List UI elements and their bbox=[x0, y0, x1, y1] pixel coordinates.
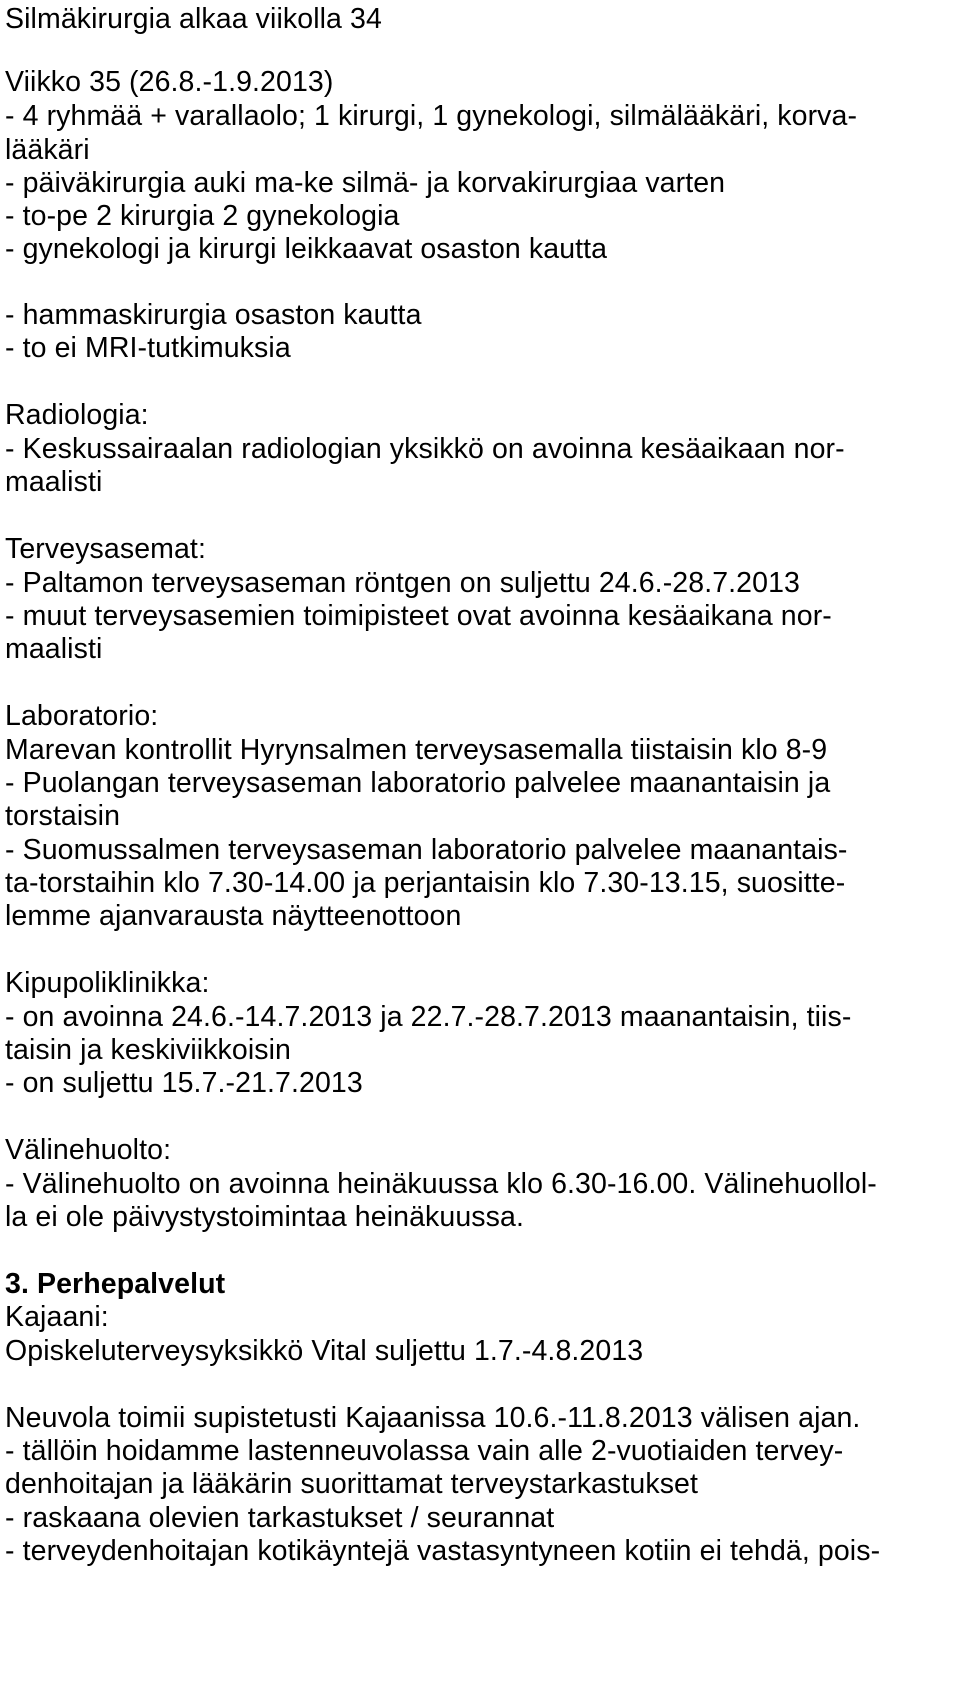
text-line: la ei ole päivystystoimintaa heinäkuussa. bbox=[5, 1201, 524, 1233]
text-line: maalisti bbox=[5, 466, 103, 498]
text-line: Opiskeluterveysyksikkö Vital suljettu 1.7.-4.8.2013 bbox=[5, 1335, 644, 1367]
text-line: lääkäri bbox=[5, 134, 90, 166]
text-line: maalisti bbox=[5, 633, 103, 665]
text-line: Neuvola toimii supistetusti Kajaanissa 10.6.-11.8.2013 välisen ajan. bbox=[5, 1402, 861, 1434]
text-line: - on suljettu 15.7.-21.7.2013 bbox=[5, 1067, 363, 1099]
text-line: - terveydenhoitajan kotikäyntejä vastasyntyneen kotiin ei tehdä, pois- bbox=[5, 1535, 881, 1567]
text-line: Marevan kontrollit Hyrynsalmen terveysasemalla tiistaisin klo 8-9 bbox=[5, 734, 828, 766]
text-line: taisin ja keskiviikkoisin bbox=[5, 1034, 292, 1066]
text-line: - raskaana olevien tarkastukset / seurannat bbox=[5, 1502, 555, 1534]
text-line: - tällöin hoidamme lastenneuvolassa vain alle 2-vuotiaiden tervey- bbox=[5, 1435, 844, 1467]
text-line: - hammaskirurgia osaston kautta bbox=[5, 299, 422, 331]
section-heading: Terveysasemat: bbox=[5, 533, 206, 565]
text-line: - gynekologi ja kirurgi leikkaavat osaston kautta bbox=[5, 233, 608, 265]
text-line: - 4 ryhmää + varallaolo; 1 kirurgi, 1 gynekologi, silmälääkäri, korva- bbox=[5, 100, 858, 132]
text-line: - to ei MRI-tutkimuksia bbox=[5, 332, 291, 364]
text-line: - Puolangan terveysaseman laboratorio palvelee maanantaisin ja bbox=[5, 767, 831, 799]
text-line: - on avoinna 24.6.-14.7.2013 ja 22.7.-28.7.2013 maanantaisin, tiis- bbox=[5, 1001, 852, 1033]
text-line: - Välinehuolto on avoinna heinäkuussa klo 6.30-16.00. Välinehuollol- bbox=[5, 1168, 877, 1200]
text-line: - päiväkirurgia auki ma-ke silmä- ja korvakirurgiaa varten bbox=[5, 167, 726, 199]
chapter-heading: 3. Perhepalvelut bbox=[5, 1268, 226, 1300]
section-heading: Radiologia: bbox=[5, 399, 149, 431]
text-line: lemme ajanvarausta näytteenottoon bbox=[5, 900, 462, 932]
section-heading: Kipupoliklinikka: bbox=[5, 967, 210, 999]
text-line: - Paltamon terveysaseman röntgen on suljettu 24.6.-28.7.2013 bbox=[5, 567, 800, 599]
text-line: - Keskussairaalan radiologian yksikkö on avoinna kesäaikaan nor- bbox=[5, 433, 845, 465]
text-line: torstaisin bbox=[5, 800, 121, 832]
text-line: denhoitajan ja lääkärin suorittamat terveystarkastukset bbox=[5, 1468, 699, 1500]
text-line: Viikko 35 (26.8.-1.9.2013) bbox=[5, 66, 334, 98]
section-heading: Välinehuolto: bbox=[5, 1134, 172, 1166]
text-line: - to-pe 2 kirurgia 2 gynekologia bbox=[5, 200, 400, 232]
text-line: ta-torstaihin klo 7.30-14.00 ja perjantaisin klo 7.30-13.15, suositte- bbox=[5, 867, 846, 899]
text-line: Silmäkirurgia alkaa viikolla 34 bbox=[5, 3, 382, 35]
section-heading: Laboratorio: bbox=[5, 700, 159, 732]
text-line: - Suomussalmen terveysaseman laboratorio palvelee maanantais- bbox=[5, 834, 848, 866]
section-heading: Kajaani: bbox=[5, 1301, 109, 1333]
text-line: - muut terveysasemien toimipisteet ovat avoinna kesäaikana nor- bbox=[5, 600, 832, 632]
